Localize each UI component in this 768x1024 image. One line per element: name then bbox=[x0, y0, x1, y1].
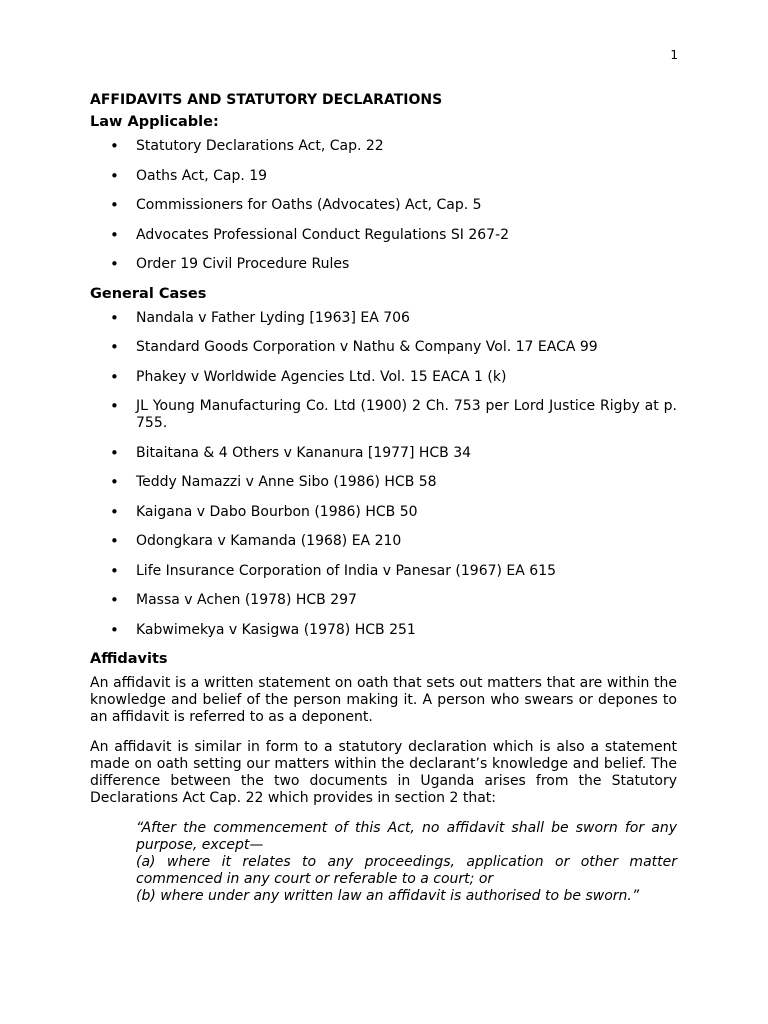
list-item: • Bitaitana & 4 Others v Kananura [1977] HCB 34 bbox=[90, 445, 677, 462]
statute-quote bbox=[136, 820, 677, 905]
list-item: • Teddy Namazzi v Anne Sibo (1986) HCB 58 bbox=[90, 474, 677, 491]
list-item: • Life Insurance Corporation of India v Panesar (1967) EA 615 bbox=[90, 563, 677, 580]
general-cases-list bbox=[90, 310, 677, 639]
affidavits-paragraph-2: An affidavit is similar in form to a statutory declaration which is also a statement made on oath setting our matters within the declarant’s knowledge and belief. The difference between the two documents in Uganda arises from the Statutory Declarations Act Cap. 22 which provides in section 2 that: bbox=[90, 739, 677, 806]
quote-line: “After the commencement of this Act, no affidavit shall be sworn for any purpose, except— bbox=[136, 820, 677, 853]
list-item: • Kabwimekya v Kasigwa (1978) HCB 251 bbox=[90, 622, 677, 639]
list-item: • Statutory Declarations Act, Cap. 22 bbox=[90, 138, 677, 155]
law-applicable-list bbox=[90, 138, 677, 273]
list-item: • Odongkara v Kamanda (1968) EA 210 bbox=[90, 533, 677, 550]
list-item: • Nandala v Father Lyding [1963] EA 706 bbox=[90, 310, 677, 327]
document-body bbox=[90, 92, 677, 905]
affidavits-heading: Affidavits bbox=[90, 651, 168, 667]
list-item: • Advocates Professional Conduct Regulations SI 267-2 bbox=[90, 227, 677, 244]
law-applicable-heading: Law Applicable: bbox=[90, 114, 219, 130]
page-number: 1 bbox=[670, 48, 678, 62]
list-item: • Oaths Act, Cap. 19 bbox=[90, 168, 677, 185]
quote-line: (a) where it relates to any proceedings, application or other matter commenced in any court or referable to a court; or bbox=[136, 854, 677, 887]
list-item: • Phakey v Worldwide Agencies Ltd. Vol. 15 EACA 1 (k) bbox=[90, 369, 677, 386]
list-item: • Commissioners for Oaths (Advocates) Act, Cap. 5 bbox=[90, 197, 677, 214]
list-item: • JL Young Manufacturing Co. Ltd (1900) 2 Ch. 753 per Lord Justice Rigby at p. 755. bbox=[90, 398, 677, 432]
quote-line: (b) where under any written law an affidavit is authorised to be sworn.” bbox=[136, 888, 640, 904]
document-title: AFFIDAVITS AND STATUTORY DECLARATIONS bbox=[90, 92, 443, 108]
list-item: • Massa v Achen (1978) HCB 297 bbox=[90, 592, 677, 609]
affidavits-paragraph-1: An affidavit is a written statement on oath that sets out matters that are within the knowledge and belief of the person making it. A person who swears or depones to an affidavit is referred to as a deponent. bbox=[90, 675, 677, 725]
general-cases-heading: General Cases bbox=[90, 285, 207, 302]
list-item: • Order 19 Civil Procedure Rules bbox=[90, 256, 677, 273]
list-item: • Standard Goods Corporation v Nathu & Company Vol. 17 EACA 99 bbox=[90, 339, 677, 356]
list-item: • Kaigana v Dabo Bourbon (1986) HCB 50 bbox=[90, 504, 677, 521]
